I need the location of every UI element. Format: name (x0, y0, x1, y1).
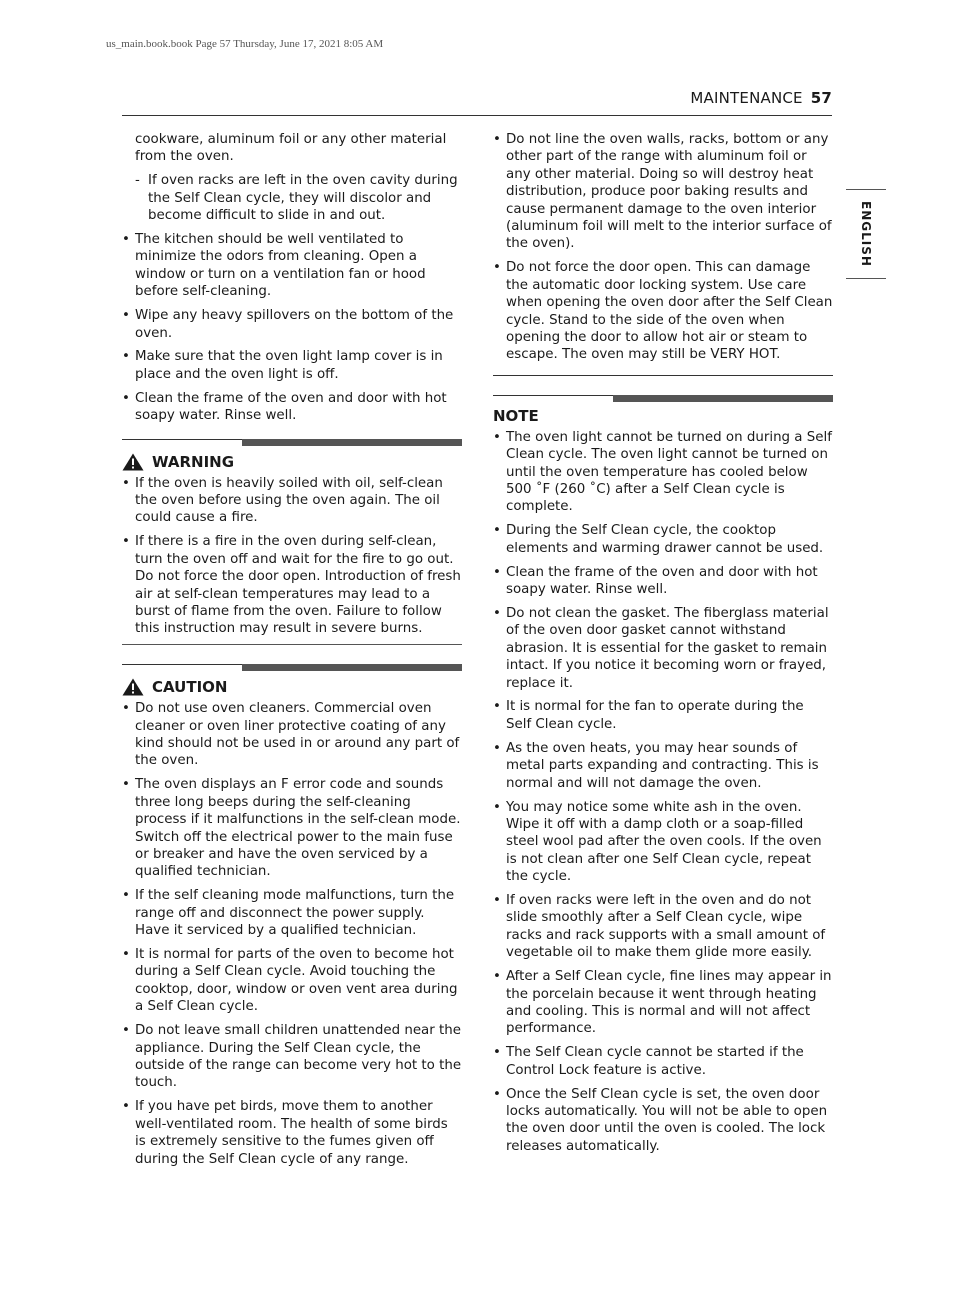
warning-triangle-icon (122, 453, 144, 471)
note-title: NOTE (493, 406, 539, 425)
caution-title: CAUTION (152, 678, 228, 697)
caution-box (122, 664, 462, 1168)
warning-heading (122, 452, 462, 472)
warning-list (122, 475, 462, 638)
intro-list (122, 131, 462, 425)
file-header: us_main.book.book Page 57 Thursday, June 17, 2021 8:05 AM (106, 38, 384, 50)
note-list (493, 429, 833, 1155)
list-item: • If the oven is heavily soiled with oil, self-clean the oven before using the oven again. The oil could cause a fire. (122, 475, 462, 527)
caution-bar (122, 664, 462, 673)
warning-bar (122, 439, 462, 448)
caution-heading (122, 677, 462, 697)
section-title: MAINTENANCE (690, 89, 803, 107)
list-item: • After a Self Clean cycle, fine lines may appear in the porcelain because it went through heating and cooling. This is normal and will not affect performance. (493, 968, 833, 1038)
warning-end-rule (122, 644, 462, 645)
list-item: • Do not use oven cleaners. Commercial oven cleaner or oven liner protective coating of any kind should not be used in or around any part of the oven. (122, 700, 462, 770)
list-item: • If there is a fire in the oven during self-clean, turn the oven off and wait for the fire to go out. Do not force the door open. Introduction of fresh air at self-clean temperatures may lead to a burst of flame from the oven. Failure to follow this instruction may result in severe burns. (122, 533, 462, 637)
list-item: • The oven light cannot be turned on during a Self Clean cycle. The oven light cannot be turned on until the oven temperature has cooled below 500 ˚F (260 ˚C) after a Self Clean cycle is complete. (493, 429, 833, 516)
right-column (493, 131, 833, 1162)
language-tab-label: ENGLISH (859, 201, 873, 267)
list-item: • The kitchen should be well ventilated to minimize the odors from cleaning. Open a window or turn on a ventilation fan or hood before self-cleaning. (122, 231, 462, 301)
list-subitem: - If oven racks are left in the oven cavity during the Self Clean cycle, they will discolor and become difficult to slide in and out. (122, 172, 462, 224)
list-item: • It is normal for parts of the oven to become hot during a Self Clean cycle. Avoid touching the cooktop, door, window or oven vent area during a Self Clean cycle. (122, 946, 462, 1016)
list-item: • As the oven heats, you may hear sounds of metal parts expanding and contracting. This is normal and will not damage the oven. (493, 740, 833, 792)
caution-continued-list (493, 131, 833, 364)
list-item: • The Self Clean cycle cannot be started if the Control Lock feature is active. (493, 1044, 833, 1079)
list-item: • If oven racks were left in the oven and do not slide smoothly after a Self Clean cycle, wipe racks and rack supports with a small amount of vegetable oil to make them glide more easily. (493, 892, 833, 962)
header-rule (122, 115, 832, 116)
list-item: • You may notice some white ash in the oven. Wipe it off with a damp cloth or a soap-filled steel wool pad after the oven cools. If the oven is not clean after one Self Clean cycle, repeat the cycle. (493, 799, 833, 886)
list-item: • Do not clean the gasket. The fiberglass material of the oven door gasket cannot withstand abrasion. It is essential for the gasket to remain intact. If you notice it becoming worn or frayed, replace it. (493, 605, 833, 692)
caution-end-rule (493, 375, 833, 376)
warning-title: WARNING (152, 452, 235, 471)
list-item: • Clean the frame of the oven and door with hot soapy water. Rinse well. (493, 564, 833, 599)
left-column (122, 131, 462, 1174)
caution-list (122, 700, 462, 1168)
language-tab (846, 189, 886, 279)
list-item: • Do not line the oven walls, racks, bottom or any other part of the range with aluminum foil or any other material. Doing so will destroy heat distribution, produce poor baking results and cause permanent damage to the oven interior (aluminum foil will melt to the interior surface of the oven). (493, 131, 833, 253)
caution-triangle-icon (122, 678, 144, 696)
note-bar (493, 395, 833, 404)
warning-box (122, 439, 462, 646)
list-item: • During the Self Clean cycle, the cooktop elements and warming drawer cannot be used. (493, 522, 833, 557)
list-item: • Do not leave small children unattended near the appliance. During the Self Clean cycle, the outside of the range can become very hot to the touch. (122, 1022, 462, 1092)
list-item: • If you have pet birds, move them to another well-ventilated room. The health of some birds is extremely sensitive to the fumes given off during the Self Clean cycle of any range. (122, 1098, 462, 1168)
note-box (493, 395, 833, 1155)
list-item: • It is normal for the fan to operate during the Self Clean cycle. (493, 698, 833, 733)
list-item: • Once the Self Clean cycle is set, the oven door locks automatically. You will not be able to open the oven door until the oven is cooled. The lock releases automatically. (493, 1086, 833, 1156)
list-item: • Do not force the door open. This can damage the automatic door locking system. Use care when opening the oven door after the Self Clean cycle. Stand to the side of the oven when opening the door to allow hot air or steam to escape. The oven may still be VERY HOT. (493, 259, 833, 363)
list-item: • If the self cleaning mode malfunctions, turn the range off and disconnect the power supply. Have it serviced by a qualified technician. (122, 887, 462, 939)
list-item: • Wipe any heavy spillovers on the bottom of the oven. (122, 307, 462, 342)
list-item: cookware, aluminum foil or any other material from the oven. (135, 132, 447, 165)
list-item: • The oven displays an F error code and sounds three long beeps during the self-cleaning process if it malfunctions in the self-clean mode. Switch off the electrical power to the main fuse or breaker and have the oven serviced by a qualified technician. (122, 776, 462, 880)
list-item: • Make sure that the oven light lamp cover is in place and the oven light is off. (122, 348, 462, 383)
page-header (122, 89, 832, 107)
list-item: • Clean the frame of the oven and door with hot soapy water. Rinse well. (122, 390, 462, 425)
page-number: 57 (810, 89, 832, 107)
